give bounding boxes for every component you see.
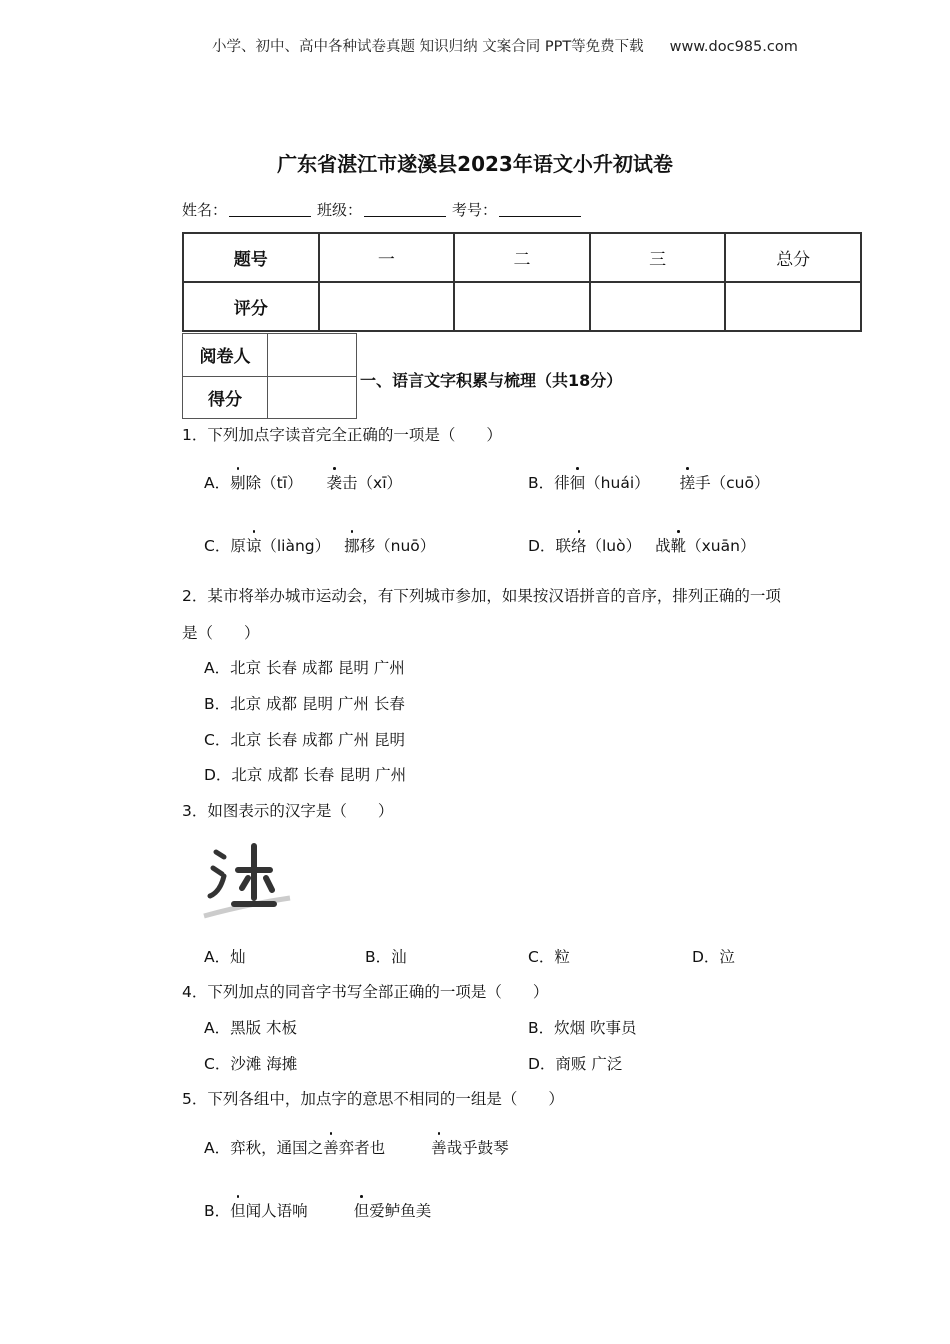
name-label: 姓名：: [182, 201, 228, 219]
id-field[interactable]: [499, 216, 581, 217]
option-text: 爱鲈鱼美: [369, 1202, 432, 1220]
option-text: 弈者也: [338, 1139, 386, 1157]
option-label: B．: [528, 474, 555, 492]
q1-option-b[interactable]: [528, 471, 769, 493]
option-text: （huái）: [585, 474, 650, 492]
q4-stem: 4．下列加点的同音字书写全部正确的一项是（ ）: [182, 983, 549, 1001]
score-cell: [454, 282, 590, 331]
student-info: [182, 199, 587, 220]
option-label: B．: [204, 1202, 231, 1220]
q3-option-c[interactable]: C．粒: [528, 948, 570, 966]
option-label: C．: [204, 537, 231, 555]
score-row-label: 评分: [183, 282, 319, 331]
q4-option-b[interactable]: B．炊烟 吹事员: [528, 1019, 637, 1037]
dotted-char: 挪: [344, 534, 360, 556]
q2-stem: 2．某市将举办城市运动会，有下列城市参加，如果按汉语拼音的音序，排列正确的一项: [182, 587, 781, 605]
reader-cell: [268, 334, 357, 377]
page-title: 广东省湛江市遂溪县2023年语文小升初试卷: [277, 152, 673, 176]
option-text: 原: [230, 537, 246, 555]
option-text: （luò）: [586, 537, 642, 555]
page-header: [212, 35, 798, 56]
option-text: 弈秋，通国之: [230, 1139, 324, 1157]
q4-option-a[interactable]: A．黑版 木板: [204, 1019, 298, 1037]
q1-stem: 1．下列加点字读音完全正确的一项是（ ）: [182, 426, 502, 444]
dotted-char: 徊: [570, 471, 586, 493]
score-header-cell: 总分: [725, 233, 861, 282]
dotted-char: 但: [354, 1199, 370, 1221]
id-label: 考号：: [452, 201, 498, 219]
dotted-char: 袭: [327, 471, 343, 493]
dotted-char: 搓: [680, 471, 696, 493]
q2-option-d[interactable]: D．北京 成都 长春 昆明 广州: [204, 766, 407, 784]
option-text: （liàng）: [261, 537, 331, 555]
q5-stem: 5．下列各组中，加点字的意思不相同的一组是（ ）: [182, 1090, 564, 1108]
q2-option-b[interactable]: B．北京 成都 昆明 广州 长春: [204, 695, 405, 713]
dotted-char: 剔: [230, 471, 246, 493]
option-text: 联: [555, 537, 571, 555]
q5-option-b[interactable]: [204, 1199, 431, 1221]
q3-stem: 3．如图表示的汉字是（ ）: [182, 802, 394, 820]
q1-option-c[interactable]: [204, 534, 435, 556]
dotted-char: 络: [571, 534, 587, 556]
q2-option-c[interactable]: C．北京 长春 成都 广州 昆明: [204, 731, 406, 749]
section-heading: 一、语言文字积累与梳理（共18分）: [360, 371, 623, 390]
header-site[interactable]: www.doc985.com: [669, 39, 798, 55]
option-text: 除（tī）: [245, 474, 303, 492]
ancient-character-image: [198, 838, 294, 928]
option-text: 战: [655, 537, 671, 555]
option-text: 手（cuō）: [695, 474, 770, 492]
score-header-cell: 二: [454, 233, 590, 282]
option-label: D．: [528, 537, 556, 555]
option-text: 移（nuō）: [359, 537, 436, 555]
reader-label: 阅卷人: [183, 334, 268, 377]
judge-score-label: 得分: [183, 376, 268, 419]
q4-option-d[interactable]: D．商贩 广泛: [528, 1055, 623, 1073]
score-cell: [319, 282, 455, 331]
option-text: 徘: [554, 474, 570, 492]
dotted-char: 但: [230, 1199, 246, 1221]
name-field[interactable]: [229, 216, 311, 217]
dotted-char: 谅: [246, 534, 262, 556]
option-text: （xuān）: [686, 537, 756, 555]
q3-option-d[interactable]: D．泣: [692, 948, 735, 966]
option-text: 闻人语响: [245, 1202, 308, 1220]
option-text: 哉乎鼓琴: [446, 1139, 509, 1157]
option-text: 击（xī）: [342, 474, 403, 492]
score-header-cell: 题号: [183, 233, 319, 282]
header-text: 小学、初中、高中各种试卷真题 知识归纳 文案合同 PPT等免费下载: [212, 39, 644, 55]
q2-option-a[interactable]: A．北京 长春 成都 昆明 广州: [204, 659, 405, 677]
judge-table: [182, 333, 357, 419]
score-header-cell: 一: [319, 233, 455, 282]
option-label: A．: [204, 1139, 231, 1157]
q1-option-a[interactable]: [204, 471, 402, 493]
judge-score-cell: [268, 376, 357, 419]
dotted-char: 靴: [671, 534, 687, 556]
score-cell: [590, 282, 726, 331]
class-field[interactable]: [364, 216, 446, 217]
q5-option-a[interactable]: [204, 1136, 509, 1158]
class-label: 班级：: [317, 201, 363, 219]
option-label: A．: [204, 474, 231, 492]
q3-option-a[interactable]: A．灿: [204, 948, 246, 966]
dotted-char: 善: [431, 1136, 447, 1158]
score-cell: [725, 282, 861, 331]
q4-option-c[interactable]: C．沙滩 海摊: [204, 1055, 298, 1073]
score-table: [182, 232, 862, 332]
q2-stem-cont: 是（ ）: [182, 624, 260, 642]
score-header-cell: 三: [590, 233, 726, 282]
q3-option-b[interactable]: B．汕: [365, 948, 407, 966]
q1-option-d[interactable]: [528, 534, 755, 556]
dotted-char: 善: [323, 1136, 339, 1158]
